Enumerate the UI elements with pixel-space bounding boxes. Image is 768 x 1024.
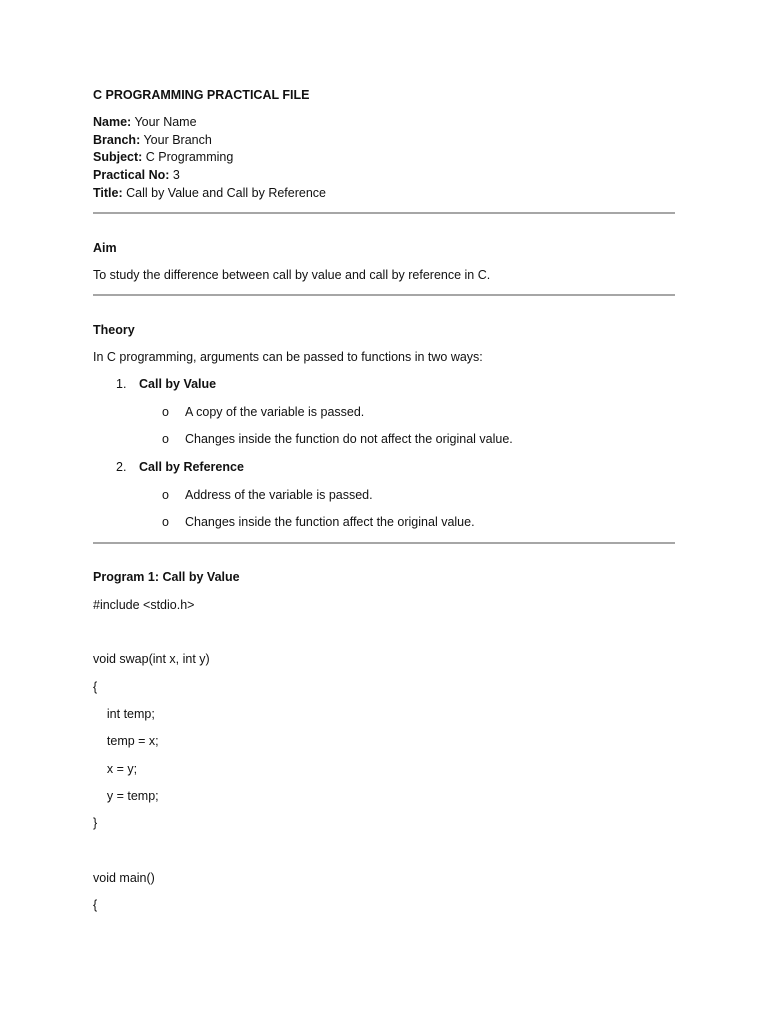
meta-key: Name: [93,115,132,129]
list-label: Call by Reference [139,460,244,474]
bullet-marker: o [162,432,169,446]
code-line: int temp; [93,707,155,721]
bullet-text: Address of the variable is passed. [185,488,373,502]
bullet-text: Changes inside the function affect the original value. [185,515,475,529]
meta-practical-no [93,167,326,185]
section-divider [93,294,675,296]
meta-name [93,114,326,132]
bullet-marker: o [162,488,169,502]
code-line: void swap(int x, int y) [93,652,210,666]
meta-value: 3 [169,168,180,183]
bullet-text: Changes inside the function do not affect the original value. [185,432,513,446]
metadata-block [93,114,326,202]
meta-value: Your Branch [140,132,212,147]
section-divider [93,542,675,544]
aim-heading: Aim [93,241,117,255]
list-number: 1. [116,377,127,391]
code-line: temp = x; [93,734,159,748]
bullet-marker: o [162,515,169,529]
meta-branch [93,132,326,150]
meta-key: Subject: [93,150,143,165]
aim-text: To study the difference between call by value and call by reference in C. [93,268,491,282]
code-line: { [93,898,98,912]
bullet-marker: o [162,405,169,419]
meta-value: C Programming [142,150,234,165]
meta-key: Title: [93,185,123,200]
list-number: 2. [116,460,127,474]
meta-key: Practical No: [93,168,170,183]
code-line: { [93,680,98,694]
meta-subject [93,149,326,167]
program1-heading: Program 1: Call by Value [93,570,240,584]
section-divider [93,212,675,214]
meta-value: Call by Value and Call by Reference [122,185,326,200]
meta-title [93,185,326,203]
theory-heading: Theory [93,323,135,337]
code-line: } [93,816,98,830]
code-line: void main() [93,871,155,885]
theory-intro: In C programming, arguments can be passed to functions in two ways: [93,350,483,364]
meta-key: Branch: [93,132,141,147]
list-label: Call by Value [139,377,217,391]
code-line: y = temp; [93,789,159,803]
meta-value: Your Name [131,115,197,129]
document-title: C PROGRAMMING PRACTICAL FILE [93,88,310,102]
bullet-text: A copy of the variable is passed. [185,405,365,419]
code-line: x = y; [93,762,138,776]
code-line: #include <stdio.h> [93,598,195,612]
